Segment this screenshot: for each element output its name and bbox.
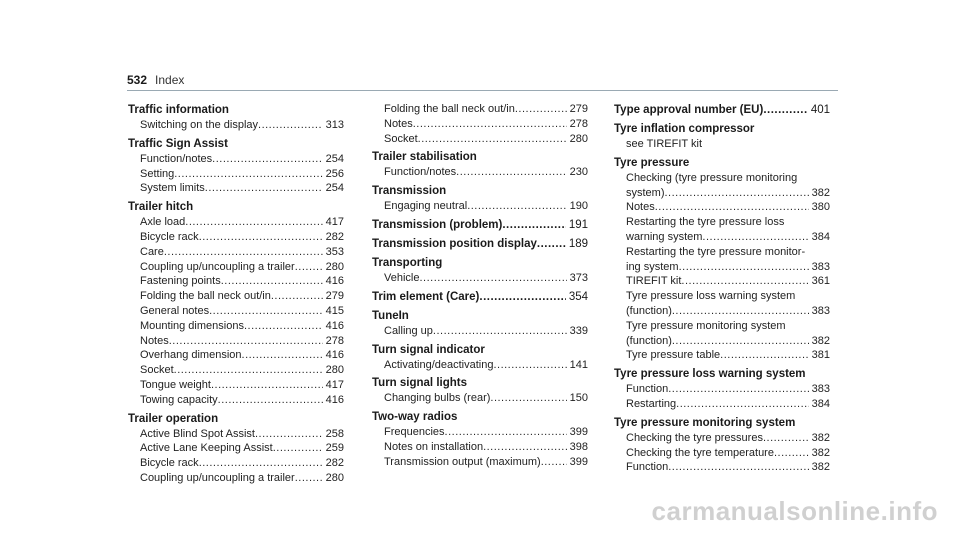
index-heading <box>128 136 344 152</box>
leader-dots <box>209 304 323 319</box>
subentry-text: Calling up <box>384 324 433 337</box>
page-ref: 417 <box>325 216 344 229</box>
heading-text: Trailer hitch <box>128 201 194 214</box>
leader-dots <box>541 455 567 470</box>
subentry-text: Transmission output (maximum) <box>384 455 541 468</box>
index-subentry[interactable] <box>128 118 344 133</box>
index-heading <box>372 308 588 324</box>
page-ref: 354 <box>568 290 588 303</box>
index-subentry[interactable] <box>128 152 344 167</box>
index-entry <box>614 121 830 152</box>
index-column-1 <box>128 102 344 489</box>
page-ref: 384 <box>811 230 830 243</box>
subentry-text: Notes <box>626 201 655 214</box>
index-subentry[interactable] <box>614 334 830 349</box>
leader-dots <box>672 334 809 349</box>
index-subentry[interactable] <box>372 271 588 286</box>
index-subentry[interactable] <box>614 446 830 461</box>
index-subentry[interactable] <box>614 348 830 363</box>
leader-dots <box>295 260 323 275</box>
page-ref: 399 <box>569 455 588 468</box>
leader-dots <box>218 393 323 408</box>
index-subentry[interactable] <box>372 358 588 373</box>
subentry-text: System limits <box>140 182 205 195</box>
watermark: carmanualsonline.info <box>651 496 938 526</box>
leader-dots <box>271 289 323 304</box>
page-ref: 373 <box>569 271 588 284</box>
subentry-text: Function <box>626 461 669 474</box>
heading-text: Transmission (problem) <box>372 218 503 231</box>
heading-text: Trailer operation <box>128 412 219 425</box>
page-header <box>127 73 838 87</box>
subentry-text: system) <box>626 186 665 199</box>
page-ref: 383 <box>811 383 830 396</box>
index-subentry[interactable] <box>128 363 344 378</box>
page-ref: 353 <box>325 245 344 258</box>
leader-dots <box>665 186 809 201</box>
index-subentry[interactable] <box>614 382 830 397</box>
subentry-text: Function/notes <box>384 166 457 179</box>
subentry-text: Frequencies <box>384 426 445 439</box>
index-heading <box>372 409 588 425</box>
subentry-text: Tyre pressure monitoring system <box>626 319 786 332</box>
subentry-text: Notes on installation <box>384 440 484 453</box>
page-ref: 416 <box>325 349 344 362</box>
leader-dots <box>515 102 567 117</box>
index-subentry <box>614 137 830 152</box>
index-entry <box>372 236 588 252</box>
index-subentry[interactable] <box>128 456 344 471</box>
index-subentry[interactable] <box>128 348 344 363</box>
index-subentry[interactable] <box>128 441 344 456</box>
index-column-3 <box>614 102 830 478</box>
page-ref: 282 <box>325 457 344 470</box>
index-subentry[interactable] <box>614 260 830 275</box>
subentry-text: (function) <box>626 304 672 317</box>
leader-dots <box>242 348 323 363</box>
index-heading <box>372 183 588 199</box>
index-heading[interactable] <box>372 289 588 305</box>
page-ref: 256 <box>325 167 344 180</box>
page-ref: 279 <box>569 103 588 115</box>
index-entry <box>128 102 344 133</box>
index-subentry[interactable] <box>614 200 830 215</box>
heading-text: Trim element (Care) <box>372 290 480 303</box>
subentry-text: Active Blind Spot Assist <box>140 427 255 440</box>
leader-dots <box>273 441 323 456</box>
page-ref: 380 <box>811 201 830 214</box>
page-ref: 382 <box>811 186 830 199</box>
page-ref: 190 <box>569 200 588 213</box>
subentry-text: (function) <box>626 334 672 347</box>
index-heading <box>614 366 830 382</box>
index-subentry[interactable] <box>128 245 344 260</box>
index-heading <box>372 342 588 358</box>
page-ref: 383 <box>811 304 830 317</box>
index-heading <box>128 199 344 215</box>
index-heading[interactable] <box>372 217 588 233</box>
index-entry <box>372 308 588 339</box>
leader-dots <box>672 304 809 319</box>
subentry-text: Folding the ball neck out/in <box>140 290 271 303</box>
subentry-text: Function/notes <box>140 152 213 165</box>
leader-dots <box>493 358 566 373</box>
index-subentry[interactable] <box>128 319 344 334</box>
index-subentry[interactable] <box>372 455 588 470</box>
leader-dots <box>419 271 566 286</box>
leader-dots <box>537 236 566 252</box>
leader-dots <box>668 382 808 397</box>
leader-dots <box>185 215 322 230</box>
leader-dots <box>720 348 808 363</box>
page-ref: 401 <box>810 104 830 116</box>
index-subentry <box>614 245 830 260</box>
section-title: Index <box>155 73 185 87</box>
page-ref: 278 <box>569 117 588 130</box>
heading-text: TuneIn <box>372 309 409 322</box>
index-subentry[interactable] <box>128 230 344 245</box>
heading-text: Turn signal lights <box>372 377 467 390</box>
subentry-text: Restarting the tyre pressure monitor- <box>626 245 806 258</box>
index-subentry[interactable] <box>128 181 344 196</box>
heading-text: Traffic information <box>128 104 229 116</box>
index-subentry[interactable] <box>372 440 588 455</box>
subentry-text: Coupling up/uncoupling a trailer <box>140 471 295 484</box>
page-ref: 382 <box>811 334 830 347</box>
index-subentry <box>614 215 830 230</box>
index-subentry <box>614 171 830 186</box>
index-subentry[interactable] <box>372 199 588 214</box>
subentry-text: Towing capacity <box>140 393 218 406</box>
index-heading <box>614 415 830 431</box>
leader-dots <box>467 199 566 214</box>
index-heading <box>614 121 830 137</box>
heading-text: Transporting <box>372 256 443 269</box>
leader-dots <box>221 274 323 289</box>
subentry-text: Engaging neutral <box>384 200 468 213</box>
leader-dots <box>413 117 567 132</box>
index-subentry[interactable] <box>372 117 588 132</box>
leader-dots <box>244 319 323 334</box>
index-entry <box>372 409 588 469</box>
page-ref: 150 <box>569 392 588 405</box>
leader-dots <box>681 274 808 289</box>
page-ref: 399 <box>569 426 588 439</box>
index-entry <box>614 155 830 363</box>
leader-dots <box>668 460 808 475</box>
leader-dots <box>655 200 809 215</box>
index-entry <box>128 136 344 196</box>
index-subentry <box>614 319 830 334</box>
leader-dots <box>199 456 323 471</box>
subentry-text: Overhang dimension <box>140 349 242 362</box>
page-ref: 254 <box>325 152 344 165</box>
subentry-text: Bicycle rack <box>140 457 199 470</box>
subentry-text: Activating/deactivating <box>384 358 494 371</box>
index-subentry[interactable] <box>128 304 344 319</box>
subentry-text: warning system <box>626 230 703 243</box>
subentry-text: Fastening points <box>140 275 221 288</box>
subentry-text: TIREFIT kit <box>626 275 682 288</box>
page-ref: 416 <box>325 319 344 332</box>
leader-dots <box>174 167 322 182</box>
index-subentry[interactable] <box>128 393 344 408</box>
index-subentry[interactable] <box>614 230 830 245</box>
subentry-text: Care <box>140 245 164 258</box>
index-entry <box>372 289 588 305</box>
subentry-text: Changing bulbs (rear) <box>384 392 491 405</box>
heading-text: Transmission position display <box>372 237 537 250</box>
page-ref: 384 <box>811 397 830 410</box>
index-subentry[interactable] <box>372 102 588 117</box>
leader-dots <box>445 425 567 440</box>
page-ref: 280 <box>325 471 344 484</box>
subentry-text: Socket <box>140 364 174 377</box>
page-ref: 259 <box>325 442 344 455</box>
page-ref: 141 <box>569 358 588 371</box>
index-entry <box>372 183 588 214</box>
page-ref: 313 <box>325 119 344 131</box>
page-ref: 258 <box>325 427 344 440</box>
index-heading <box>372 375 588 391</box>
subentry-text: Checking (tyre pressure monitoring <box>626 171 798 184</box>
page-ref: 279 <box>325 290 344 303</box>
subentry-text: Notes <box>384 117 413 130</box>
index-subentry[interactable] <box>614 304 830 319</box>
heading-text: Tyre pressure loss warning system <box>614 368 806 381</box>
index-heading <box>128 102 344 118</box>
subentry-text: ing system <box>626 260 679 273</box>
page-ref: 189 <box>568 237 588 250</box>
page-ref: 191 <box>568 218 588 231</box>
subentry-text: Checking the tyre pressures <box>626 431 763 444</box>
page-number: 532 <box>127 73 148 87</box>
index-entry <box>372 375 588 406</box>
page-ref: 361 <box>811 275 830 288</box>
index-subentry[interactable] <box>128 471 344 486</box>
page-ref: 398 <box>569 440 588 453</box>
subentry-text: Checking the tyre temperature <box>626 446 774 459</box>
index-subentry[interactable] <box>128 274 344 289</box>
heading-text: Turn signal indicator <box>372 343 485 356</box>
subentry-text: Mounting dimensions <box>140 319 244 332</box>
index-entry <box>614 415 830 475</box>
subentry-text: Bicycle rack <box>140 230 199 243</box>
subentry-text: Setting <box>140 167 175 180</box>
page-ref: 382 <box>811 461 830 474</box>
index-subentry[interactable] <box>372 324 588 339</box>
page-ref: 382 <box>811 446 830 459</box>
index-subentry <box>614 289 830 304</box>
index-entry <box>372 149 588 180</box>
index-entry <box>614 102 830 118</box>
index-entry <box>372 102 588 146</box>
leader-dots <box>211 378 323 393</box>
page-ref: 382 <box>811 431 830 444</box>
page-ref: 416 <box>325 393 344 406</box>
leader-dots <box>702 230 808 245</box>
heading-text: Traffic Sign Assist <box>128 137 228 150</box>
subentry-text: Tongue weight <box>140 378 211 391</box>
page-ref: 230 <box>569 166 588 179</box>
page-ref: 280 <box>325 364 344 377</box>
index-subentry[interactable] <box>614 397 830 412</box>
leader-dots <box>456 165 566 180</box>
subentry-text: Tyre pressure table <box>626 349 721 362</box>
leader-dots <box>479 289 565 305</box>
page-ref: 278 <box>325 334 344 347</box>
heading-text: Transmission <box>372 185 447 198</box>
leader-dots <box>295 471 323 486</box>
index-subentry[interactable] <box>372 165 588 180</box>
index-subentry[interactable] <box>128 167 344 182</box>
page-ref: 417 <box>325 378 344 391</box>
subentry-text: Restarting <box>626 397 677 410</box>
leader-dots <box>205 181 323 196</box>
heading-text: Tyre inflation compressor <box>614 123 755 135</box>
subentry-text: Switching on the display <box>140 119 259 131</box>
leader-dots <box>763 102 808 118</box>
page-ref: 383 <box>811 260 830 273</box>
leader-dots <box>490 391 566 406</box>
page-ref: 416 <box>325 275 344 288</box>
index-heading <box>128 411 344 427</box>
page-ref: 254 <box>325 182 344 195</box>
index-heading[interactable] <box>614 102 830 118</box>
page-ref: 415 <box>325 304 344 317</box>
subentry-text: Notes <box>140 334 169 347</box>
subentry-text: Folding the ball neck out/in <box>384 103 515 115</box>
page-ref: 280 <box>569 132 588 145</box>
leader-dots <box>164 245 323 260</box>
page-ref: 280 <box>325 260 344 273</box>
page-ref: 282 <box>325 230 344 243</box>
heading-text: Tyre pressure <box>614 156 690 169</box>
leader-dots <box>418 132 567 147</box>
header-line <box>127 73 838 87</box>
index-subentry[interactable] <box>128 378 344 393</box>
index-heading[interactable] <box>372 236 588 252</box>
index-subentry[interactable] <box>614 186 830 201</box>
index-subentry[interactable] <box>128 215 344 230</box>
subentry-text: Active Lane Keeping Assist <box>140 442 273 455</box>
leader-dots <box>774 446 809 461</box>
index-entry <box>128 199 344 407</box>
heading-text: Two-way radios <box>372 411 458 424</box>
leader-dots <box>502 217 565 233</box>
subentry-text: Vehicle <box>384 271 420 284</box>
index-heading <box>372 149 588 165</box>
index-entry <box>372 217 588 233</box>
index-entry <box>128 411 344 486</box>
index-subentry[interactable] <box>128 289 344 304</box>
index-entry <box>372 342 588 373</box>
index-subentry[interactable] <box>128 334 344 349</box>
index-heading <box>614 155 830 171</box>
leader-dots <box>169 334 323 349</box>
index-subentry[interactable] <box>372 425 588 440</box>
leader-dots <box>679 260 809 275</box>
subentry-text: Coupling up/uncoupling a trailer <box>140 260 295 273</box>
index-entry <box>614 366 830 412</box>
index-heading <box>372 255 588 271</box>
index-subentry[interactable] <box>614 431 830 446</box>
leader-dots <box>763 431 809 446</box>
header-divider <box>127 90 838 91</box>
index-subentry[interactable] <box>372 132 588 147</box>
index-subentry[interactable] <box>614 460 830 475</box>
index-subentry[interactable] <box>372 391 588 406</box>
index-subentry[interactable] <box>128 427 344 442</box>
index-subentry[interactable] <box>128 260 344 275</box>
leader-dots <box>255 427 323 442</box>
subentry-text: Socket <box>384 132 418 145</box>
page-ref: 339 <box>569 324 588 337</box>
subentry-text: Tyre pressure loss warning system <box>626 290 796 303</box>
index-subentry[interactable] <box>614 274 830 289</box>
index-column-2 <box>372 102 588 473</box>
heading-text: Trailer stabilisation <box>372 151 477 164</box>
heading-text: Type approval number (EU) <box>614 104 764 116</box>
subentry-text: Restarting the tyre pressure loss <box>626 216 785 229</box>
page-ref: 381 <box>811 349 830 362</box>
heading-text: Tyre pressure monitoring system <box>614 416 796 429</box>
subentry-text: Axle load <box>140 216 186 229</box>
leader-dots <box>258 118 323 133</box>
leader-dots <box>676 397 809 412</box>
leader-dots <box>199 230 323 245</box>
leader-dots <box>174 363 323 378</box>
index-entry <box>372 255 588 286</box>
leader-dots <box>433 324 567 339</box>
subentry-text: General notes <box>140 304 210 317</box>
subentry-text: see TIREFIT kit <box>626 138 703 150</box>
leader-dots <box>483 440 567 455</box>
leader-dots <box>212 152 322 167</box>
subentry-text: Function <box>626 383 669 396</box>
